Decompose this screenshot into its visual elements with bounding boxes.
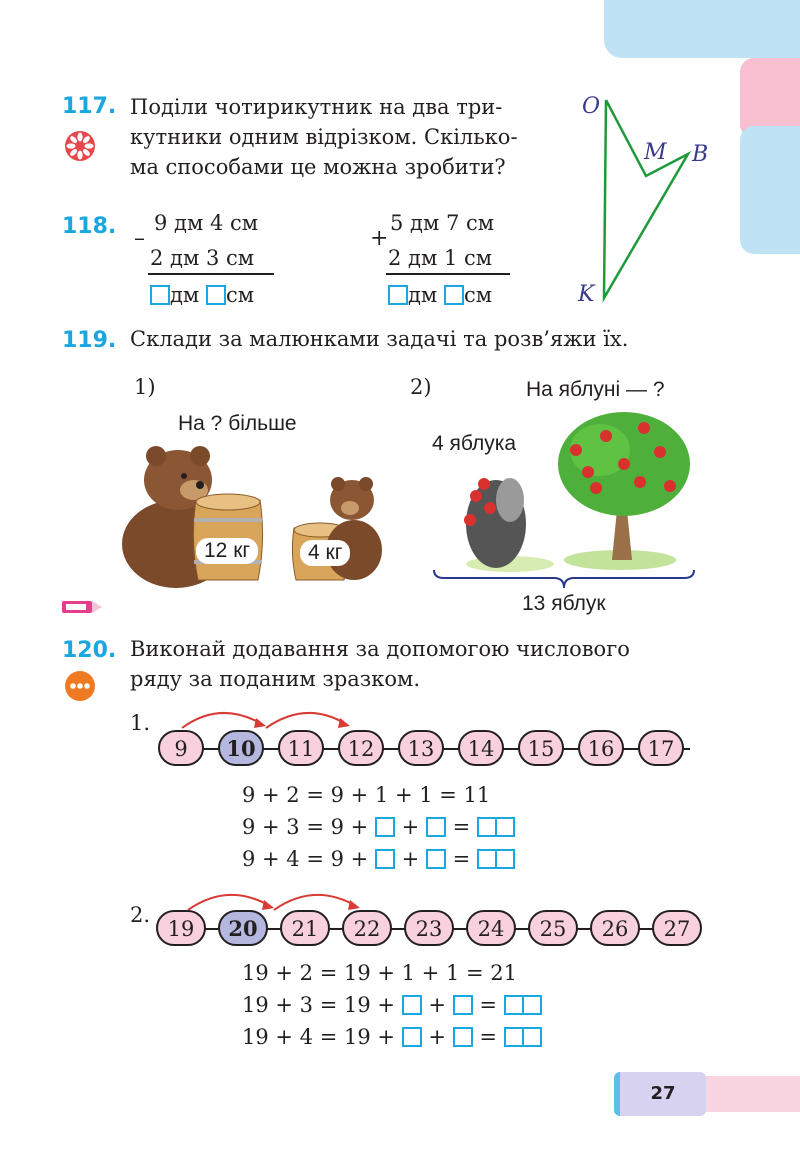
page-number: 27 — [614, 1072, 706, 1116]
number-circle: 14 — [458, 730, 504, 766]
number-circle: 23 — [404, 910, 454, 946]
answer-box[interactable] — [495, 817, 515, 837]
number-circle: 22 — [342, 910, 392, 946]
number-circle: 17 — [638, 730, 684, 766]
answer-box[interactable] — [522, 995, 542, 1015]
total-apples: 13 яблук — [522, 592, 606, 615]
text-line: Виконай додавання за допомогою числового — [130, 637, 630, 661]
row-2-arrows — [176, 882, 376, 912]
number-circle: 15 — [518, 730, 564, 766]
row-1-label: 1. — [130, 711, 151, 735]
big-barrel — [193, 494, 262, 580]
task-120-number: 120. — [62, 638, 117, 663]
text-line: ма способами це можна зробити? — [130, 155, 506, 179]
answer-box[interactable] — [495, 849, 515, 869]
answer-box[interactable] — [504, 1027, 524, 1047]
text-line: ряду за поданим зразком. — [130, 667, 421, 691]
number-circle: 10 — [218, 730, 264, 766]
number-circle: 24 — [466, 910, 516, 946]
vertex-m: M — [644, 140, 667, 165]
right-addend-2: 2 дм 1 см — [388, 246, 493, 270]
row-2-label: 2. — [130, 903, 151, 927]
equation-2-3: 19 + 4 = 19 + + = — [242, 1022, 542, 1052]
number-circle: 16 — [578, 730, 624, 766]
task-120-text — [130, 634, 630, 694]
task-119-text: Склади за малюнками задачі та розв’яжи їх. — [130, 327, 629, 351]
number-circle: 20 — [218, 910, 268, 946]
barrel-label-4: 4 кг — [300, 540, 350, 566]
number-circle: 25 — [528, 910, 578, 946]
picture-1-label: 1) — [134, 375, 156, 399]
side-tab-blue — [740, 126, 800, 254]
answer-box[interactable] — [453, 1027, 473, 1047]
text-line: кутники одним відрізком. Скілько- — [130, 125, 518, 149]
hedgehog-count: 4 яблука — [432, 432, 517, 455]
answer-box[interactable] — [402, 1027, 422, 1047]
answer-box[interactable] — [375, 817, 395, 837]
answer-box[interactable] — [426, 849, 446, 869]
tree-question: На яблуні — ? — [526, 378, 665, 401]
answer-box[interactable] — [477, 817, 497, 837]
answer-box[interactable] — [504, 995, 524, 1015]
equation-1-2: 9 + 3 = 9 + + = — [242, 812, 515, 842]
bears-question: На ? більше — [178, 412, 297, 435]
example-1: 9 + 2 = 9 + 1 + 1 = 11 — [242, 783, 491, 807]
right-rule — [386, 273, 510, 275]
task-117-text — [130, 92, 518, 182]
answer-box[interactable] — [426, 817, 446, 837]
pencil-icon — [60, 598, 104, 616]
text-line: Поділи чотирикутник на два три- — [130, 95, 503, 119]
top-tab — [604, 0, 800, 58]
row-1-arrows — [170, 700, 370, 730]
picture-2-label: 2) — [410, 375, 432, 399]
quadrilateral-figure — [570, 90, 720, 310]
number-circle: 11 — [278, 730, 324, 766]
answer-box[interactable] — [444, 285, 464, 305]
number-circle: 26 — [590, 910, 640, 946]
number-circle: 9 — [158, 730, 204, 766]
minus-sign: – — [134, 226, 145, 251]
plus-sign: + — [370, 226, 389, 251]
barrel-label-12: 12 кг — [196, 538, 258, 564]
number-circle: 19 — [156, 910, 206, 946]
tree — [558, 412, 690, 560]
equation-2-2: 19 + 3 = 19 + + = — [242, 990, 542, 1020]
answer-box[interactable] — [150, 285, 170, 305]
left-rule — [148, 273, 274, 275]
answer-box[interactable] — [522, 1027, 542, 1047]
page-strip — [700, 1076, 800, 1112]
answer-box[interactable] — [477, 849, 497, 869]
task-117-number: 117. — [62, 94, 117, 119]
vertex-k: K — [578, 282, 595, 307]
right-answer: дм см — [388, 280, 492, 310]
answer-box[interactable] — [388, 285, 408, 305]
answer-box[interactable] — [453, 995, 473, 1015]
left-minuend: 9 дм 4 см — [154, 211, 259, 235]
answer-box[interactable] — [402, 995, 422, 1015]
bears-illustration — [118, 440, 390, 590]
answer-box[interactable] — [206, 285, 226, 305]
number-circle: 21 — [280, 910, 330, 946]
answer-box[interactable] — [375, 849, 395, 869]
right-addend-1: 5 дм 7 см — [390, 211, 495, 235]
number-circle: 12 — [338, 730, 384, 766]
number-circle: 27 — [652, 910, 702, 946]
flower-icon — [64, 130, 96, 162]
number-circle: 13 — [398, 730, 444, 766]
equation-1-3: 9 + 4 = 9 + + = — [242, 844, 515, 874]
example-2: 19 + 2 = 19 + 1 + 1 = 21 — [242, 961, 517, 985]
dots-icon — [64, 670, 96, 702]
task-119-number: 119. — [62, 328, 117, 353]
left-answer: дм см — [150, 280, 254, 310]
hedgehog — [464, 478, 526, 568]
vertex-b: B — [692, 142, 709, 167]
task-118-number: 118. — [62, 214, 117, 239]
apple-tree-illustration — [440, 400, 710, 590]
vertex-o: O — [582, 94, 601, 119]
left-subtrahend: 2 дм 3 см — [150, 246, 255, 270]
total-brace — [430, 568, 700, 592]
